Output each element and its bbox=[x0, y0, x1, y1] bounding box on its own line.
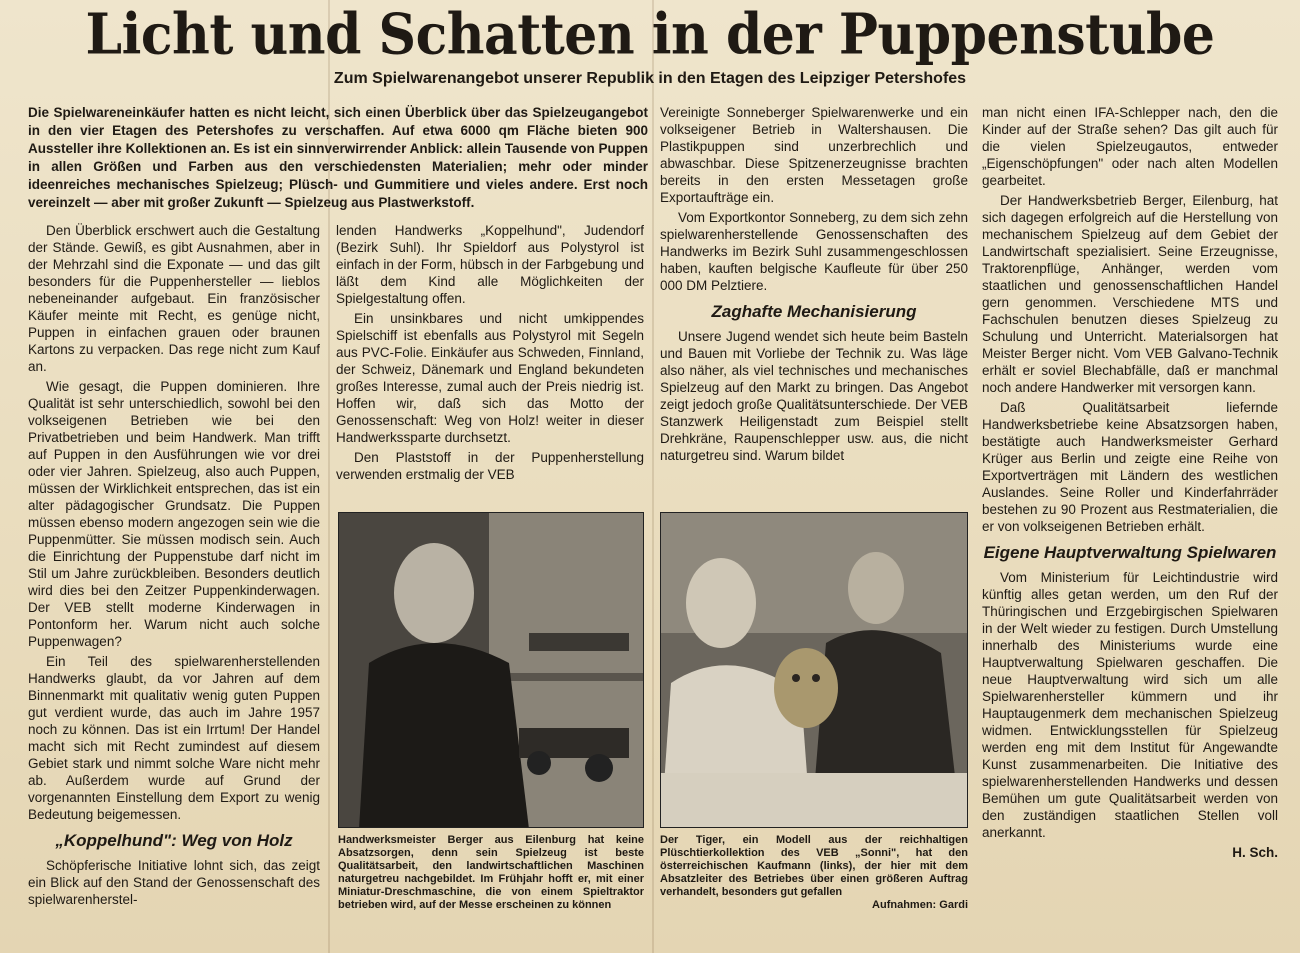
column-4 bbox=[982, 104, 1278, 942]
paragraph: Vom Exportkontor Sonneberg, zu dem sich zehn spielwarenherstellende Genossenschaften des Handwerks im Bezirk Suhl zusammengeschlossen haben, kauften belgische Kaufleute für über 250 000 DM Pelztiere. bbox=[660, 210, 968, 293]
photo-tiger bbox=[660, 512, 968, 828]
paragraph: Vom Ministerium für Leichtindustrie wird künftig alles getan werden, um den Ruf der Thüringischen und Erzgebirgischen Spielwaren in der Welt wieder zu festigen. Durch Umstellung innerhalb des Ministeriums wurde eine Hauptverwaltung Spielwaren geschaffen. Die neue Hauptverwaltung wird sich um alle Spielwarenhersteller kümmern und ihr Hauptaugenmerk dem mechanischen Spielzeug widmen. Entwicklungsstellen für Spielzeug werden eng mit dem Institut für Angewandte Kunst zusammenarbeiten. Die Initiative des spielwarenherstellenden Handwerks und dessen Bemühen um gute Qualitätsarbeit werden von den zuständigen staatlichen Stellen voll anerkannt. bbox=[982, 570, 1278, 840]
column-3 bbox=[660, 104, 968, 504]
paragraph: Schöpferische Initiative lohnt sich, das zeigt ein Blick auf den Stand der Genossenschaft des spielwarenherstel- bbox=[28, 858, 320, 907]
paragraph: Wie gesagt, die Puppen dominieren. Ihre Qualität ist sehr unterschiedlich, sowohl bei den volkseigenen Betrieben wie bei den Privatbetrieben und beim Handwerk. Man trifft auf Puppen in den Ausführungen wie vor drei oder vier Jahren. Spielzeug, also auch Puppen, müssen der Wirklichkeit entsprechen, das ist ein alter pädagogischer Grundsatz. Die Puppen müssen ebenso modern angezogen sein wie die Puppenmütter. Sie müssen modisch sein. Auch die Einrichtung der Puppenstube darf nicht im Stil um Jahre zurückbleiben. Besonders deutlich wird dies bei den Zeitzer Puppenkinderwagen. Der VEB stellt moderne Kinderwagen in Pontonform her. Warum nicht auch solche Puppenwagen? bbox=[28, 379, 320, 649]
photo-tiger-image bbox=[661, 513, 968, 828]
section-heading: Eigene Hauptverwaltung Spielwaren bbox=[983, 543, 1277, 562]
fold-line bbox=[652, 0, 654, 953]
column-1 bbox=[28, 222, 320, 942]
paragraph: Ein Teil des spielwarenherstellenden Handwerks glaubt, da vor Jahren auf dem Binnenmarkt mit qualitativ wenig guten Puppen gut verdient wurde, das auch im Jahre 1957 noch zu können. Das ist ein Irrtum! Der Handel macht sich mit Recht zumindest auf diesem Gebiet stark und nimmt solche Ware nicht mehr ab. Außerdem wurde auf Grund der vorgenannten Einstellung dem Export zu wenig Bedeutung beigemessen. bbox=[28, 654, 320, 822]
headline: Licht und Schatten in der Puppenstube bbox=[85, 1, 1215, 68]
section-heading: „Koppelhund": Weg von Holz bbox=[55, 831, 293, 850]
photo-caption-text: Der Tiger, ein Modell aus der reichhaltigen Plüschtierkollektion des VEB „Sonni", hat den österreichischen Kaufmann (links), der hier mit dem Absatzleiter des Betriebes über einen größeren Auftrag verhandelt, besonders gut gefallen bbox=[660, 834, 968, 898]
photo-toymaker bbox=[338, 512, 644, 828]
paragraph: Vereinigte Sonneberger Spielwarenwerke und ein volkseigener Betrieb in Waltershausen. Die Plastikpuppen sind unzerbrechlich und abwaschbar. Diese Spitzenerzeugnisse brachten bereits in den ersten Messetagen große Exportaufträge ein. bbox=[660, 105, 968, 205]
paragraph: Daß Qualitätsarbeit liefernde Handwerksbetriebe keine Absatzsorgen haben, bestätigte auch Handwerksmeister Gerhard Krüger aus Berlin und zeigte eine Reihe von Exportverträgen mit Ländern des westlichen Auslandes. Seine Roller und Kinderfahrräder bestehen zu 90 Prozent aus Restmaterialien, die er von volkseigenen Betrieben erhält. bbox=[982, 400, 1278, 534]
author-signature: H. Sch. bbox=[1232, 845, 1278, 860]
paragraph: Den Überblick erschwert auch die Gestaltung der Stände. Gewiß, es gibt Ausnahmen, aber in der Mehrzahl sind die Exponate — und das gilt besonders für die Puppenhersteller — lieblos nebeneinander aufgebaut. Ein französischer Käufer meinte mit Recht, es genüge nicht, Puppen in einfachen grauen oder braunen Kartons zu verpacken. Das rege nicht zum Kauf an. bbox=[28, 223, 320, 374]
subheadline: Zum Spielwarenangebot unserer Republik in den Etagen des Leipziger Petershofes bbox=[333, 70, 967, 87]
section-heading: Zaghafte Mechanisierung bbox=[711, 302, 917, 321]
paragraph: Unsere Jugend wendet sich heute beim Basteln und Bauen mit Vorliebe der Technik zu. Was läge also näher, als viel technisches und mechanisches Spielzeug auf den Markt zu bringen. Das Angebot zeigt jedoch große Qualitätsunterschiede. Der VEB Stanzwerk Heiligenstadt zum Beispiel stellt Drehkräne, Raupenschlepper usw. aus, die nicht naturgetreu sind. Warum bildet bbox=[660, 329, 968, 463]
paragraph: Ein unsinkbares und nicht umkippendes Spielschiff ist ebenfalls aus Polystyrol mit Segeln aus PVC-Folie. Einkäufer aus Schweden, Finnland, der Schweiz, Dänemark und England bekundeten großes Interesse, zumal auch der Preis niedrig ist. Hoffen wir, daß sich das Motto der Genossenschaft: Weg von Holz! weiter in dieser Handwerkssparte durchsetzt. bbox=[336, 311, 644, 445]
paragraph: Der Handwerksbetrieb Berger, Eilenburg, hat sich dagegen erfolgreich auf die Herstellung von mechanischem Spielzeug auf dem Gebiet der Landwirtschaft spezialisiert. Seine Erzeugnisse, Traktorenpflüge, Anhänger, werden vom staatlichen und genossenschaftlichen Handel gern genommen. Verschiedene MTS und Fachschulen benutzen dieses Spielzeug zu Schulung und Unterricht. Materialsorgen hat Meister Berger nicht. Vom VEB Galvano-Technik erhält er soviel Blechabfälle, daß er manchmal noch andere Handwerker mit versorgen kann. bbox=[982, 193, 1278, 395]
paragraph: man nicht einen IFA-Schlepper nach, den die Kinder auf der Straße sehen? Das gilt auch für die vielen Spielzeugautos, entweder „Eigenschöpfungen" oder nach alten Modellen gearbeitet. bbox=[982, 105, 1278, 188]
lead-paragraph: Die Spielwareneinkäufer hatten es nicht leicht, sich einen Überblick über das Spielzeugangebot in den vier Etagen des Petershofes zu verschaffen. Auf etwa 6000 qm Fläche bieten 900 Aussteller ihre Kollektionen an. Es ist ein sinnverwirrender Anblick: allein Tausende von Puppen in allen Größen und Farben aus den verschiedensten Materialien; mehr oder minder ideenreiches mechanisches Spielzeug; Plüsch- und Gummitiere und vieles andere. Erst noch vereinzelt — aber mit großer Zukunft — Spielzeug aus Plastwerkstoff. bbox=[28, 105, 648, 210]
column-2 bbox=[336, 222, 644, 504]
photo-caption bbox=[660, 834, 968, 912]
photo-credit: Aufnahmen: Gardi bbox=[872, 899, 968, 911]
paragraph: lenden Handwerks „Koppelhund", Judendorf (Bezirk Suhl). Ihr Spieldorf aus Polystyrol ist einfach in der Form, hübsch in der Farbgebung und läßt dem Kind alle Möglichkeiten der Spielgestaltung offen. bbox=[336, 223, 644, 306]
photo-toymaker-image bbox=[339, 513, 644, 828]
photo-caption: Handwerksmeister Berger aus Eilenburg hat keine Absatzsorgen, denn sein Spielzeug ist beste Qualitätsarbeit, den landwirtschaftlichen Maschinen naturgetreu nachgebildet. Im Frühjahr hofft er, mit einer Miniatur-Dreschmaschine, die von einem Spieltraktor betrieben wird, auf der Messe erscheinen zu können bbox=[338, 834, 644, 911]
paragraph: Den Plaststoff in der Puppenherstellung verwenden erstmalig der VEB bbox=[336, 450, 644, 482]
